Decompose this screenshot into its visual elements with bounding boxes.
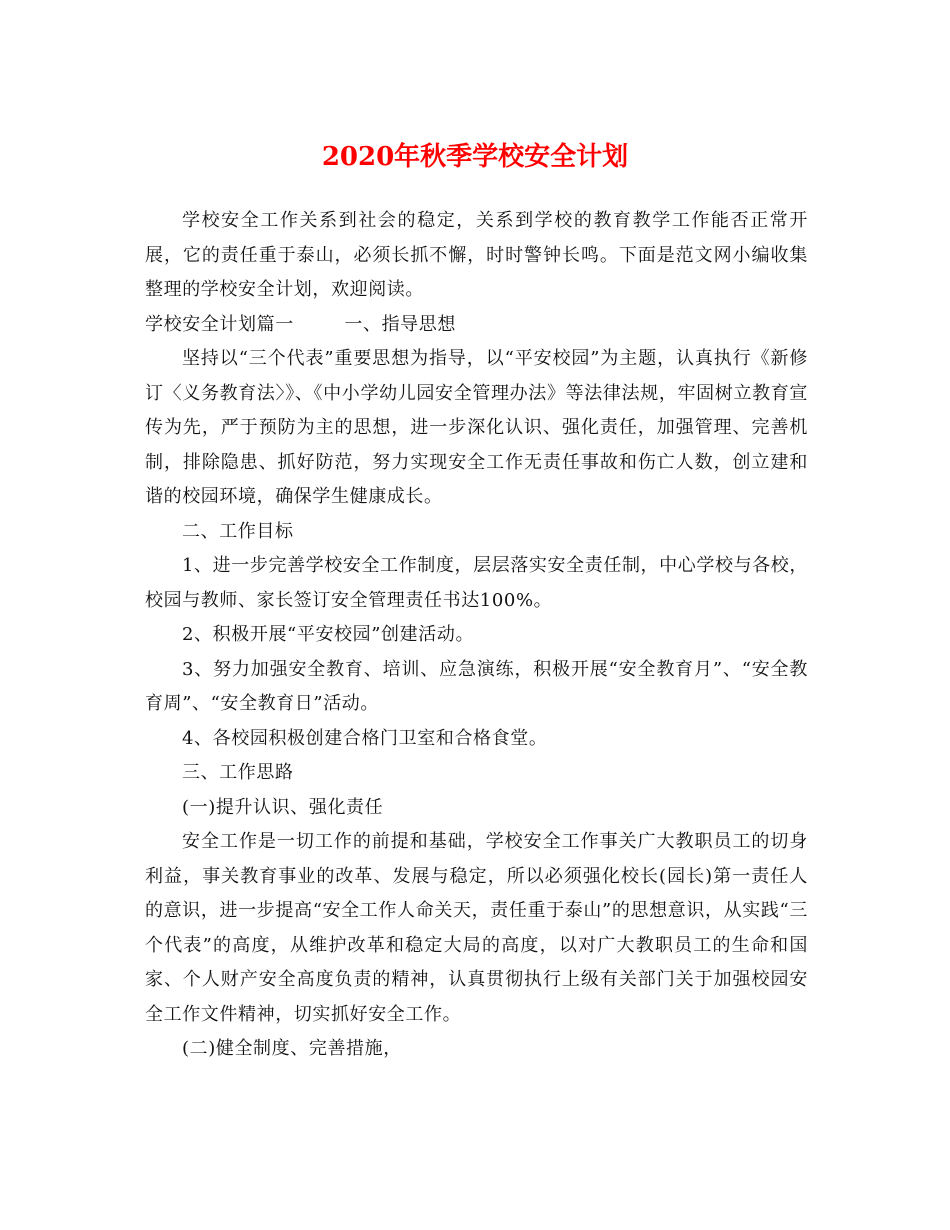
paragraph-raise-awareness: 安全工作是一切工作的前提和基础，学校安全工作事关广大教职员工的切身利益，事关教育事业的改革、发展与稳定，所以必须强化校长(园长)第一责任人的意识，进一步提高“安全工作人命关天，责任重于泰山”的思想意识，从实践“三个代表”的高度，从维护改革和稳定大局的高度，以对广大教职员工的生命和国家、个人财产安全高度负责的精神，认真贯彻执行上级有关部门关于加强校园安全工作文件精神，切实抓好安全工作。 xyxy=(145,831,808,1025)
list-item-goal-4: 4、各校园积极创建合格门卫室和合格食堂。 xyxy=(182,727,548,749)
list-item-goal-3: 3、努力加强安全教育、培训、应急演练，积极开展“安全教育月”、“安全教育周”、“安全教育日”活动。 xyxy=(145,658,808,714)
paragraph-intro: 学校安全工作关系到社会的稳定，关系到学校的教育教学工作能否正常开展，它的责任重于泰山，必须长抓不懈，时时警钟长鸣。下面是范文网小编收集整理的学校安全计划，欢迎阅读。 xyxy=(145,210,808,300)
section-heading-work-goals: 二、工作目标 xyxy=(182,520,294,542)
document-title: 2020年秋季学校安全计划 xyxy=(321,142,629,172)
paragraph-guiding-ideology: 坚持以“三个代表”重要思想为指导，以“平安校园”为主题，认真执行《新修订〈义务教育法〉》、《中小学幼儿园安全管理办法》等法律法规，牢固树立教育宣传为先，严于预防为主的思想，进一步深化认识、强化责任，加强管理、完善机制，排除隐患、抓好防范，努力实现安全工作无责任事故和伤亡人数，创立建和谐的校园环境，确保学生健康成长。 xyxy=(145,348,808,507)
list-item-goal-1: 1、进一步完善学校安全工作制度，层层落实安全责任制，中心学校与各校，校园与教师、家长签订安全管理责任书达100%。 xyxy=(145,555,808,611)
document-body xyxy=(145,204,808,1067)
subheading-raise-awareness: (一)提升认识、强化责任 xyxy=(182,796,384,818)
section-heading-guiding-ideology: 学校安全计划篇一 一、指导思想 xyxy=(145,313,456,335)
section-heading-work-approach: 三、工作思路 xyxy=(182,762,294,783)
list-item-goal-2: 2、积极开展“平安校园”创建活动。 xyxy=(182,624,475,645)
subheading-improve-systems: (二)健全制度、完善措施， xyxy=(182,1038,402,1059)
